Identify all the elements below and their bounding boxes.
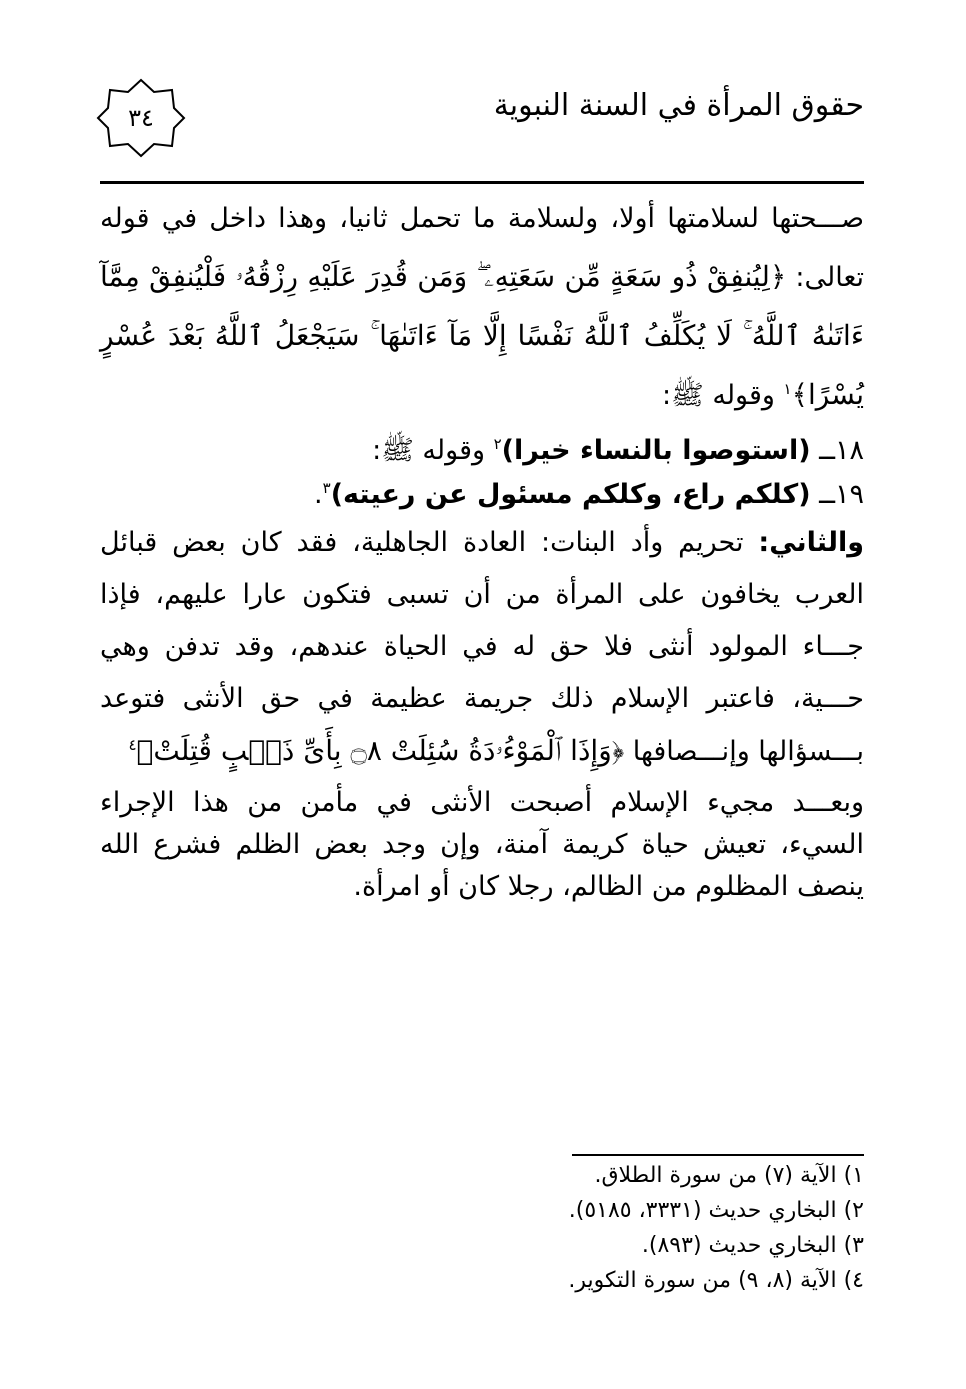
- hadith-19-text: (كلكم راع، وكلكم مسئول عن رعيته): [330, 479, 811, 510]
- intro-text: صـــحتها لسلامتها أولا، ولسلامة ما تحمل ثانيا، وهذا داخل في قوله تعالى:: [100, 203, 864, 293]
- footnote-3: [264, 1228, 864, 1263]
- footnote-mark: ٣): [843, 1233, 864, 1258]
- hadith-19-number: ١٩ــ: [810, 479, 864, 510]
- footnote-ref-2: ٢: [493, 435, 502, 453]
- paragraph-third: وبعـــد مجيء الإسلام أصبحت الأنثى في مأمن من هذا الإجراء السيء، تعيش حياة كريمة آمنة، وإن وجد بعض الظلم فشرع الله ينصف المظلوم من الظالم، رجلا كان أو امرأة.: [100, 787, 864, 902]
- hadith-19-tail: .: [314, 479, 323, 510]
- footnote-text: البخاري حديث (٣٣٣١، ٥١٨٥).: [568, 1198, 844, 1223]
- footnote-mark: ٤): [843, 1268, 864, 1293]
- page-number-badge: [96, 78, 186, 158]
- paragraph-intro: [100, 190, 864, 425]
- hadith-18-tail: وقوله ﷺ:: [372, 435, 494, 466]
- footnote-ref-1: ١: [783, 380, 792, 398]
- footnote-mark: ١): [843, 1163, 864, 1188]
- hadith-18-text: (استوصوا بالنساء خيرا): [501, 435, 811, 466]
- footnote-2: [264, 1193, 864, 1228]
- header-rule: [100, 181, 864, 184]
- hadith-18: [100, 429, 864, 473]
- main-text: [100, 190, 864, 908]
- footnote-rule: [572, 1154, 864, 1156]
- running-title: حقوق المرأة في السنة النبوية: [493, 88, 864, 123]
- page-number: ٣٤: [128, 104, 154, 132]
- hadith-19: [100, 473, 864, 517]
- footnote-text: البخاري حديث (٨٩٣).: [641, 1233, 844, 1258]
- second-text: تحريم وأد البنات: العادة الجاهلية، فقد كان بعض قبائل العرب يخافون على المرأة من أن تسبى فتكون عارا عليهم، فإذا جـــاء المولود أنثى فلا حق له في الحياة عندهم، وقد تدفن وهي حـــية، فاعتبر الإسلام ذلك جريمة عظيمة في حق الأنثى فتوعد بـــسؤالها وإنـــصافها: [100, 527, 864, 767]
- hadith-18-number: ١٨ــ: [810, 435, 864, 466]
- second-lead: والثاني:: [758, 527, 864, 558]
- quran-verse-takwir: ﴿وَإِذَا ٱلْمَوْءُۥدَةُ سُئِلَتْ ۝٨ بِأَىِّ ذَنۢبٍ قُتِلَتْ﴾: [136, 734, 625, 767]
- footnotes: [264, 1158, 864, 1298]
- footnote-ref-3: ٣: [322, 479, 331, 497]
- footnote-4: [264, 1263, 864, 1298]
- footnote-mark: ٢): [843, 1198, 864, 1223]
- footnote-text: الآية (٨، ٩) من سورة التكوير.: [568, 1268, 844, 1293]
- footnote-text: الآية (٧) من سورة الطلاق.: [594, 1163, 844, 1188]
- quran-verse-talaq: ﴿لِيُنفِقْ ذُو سَعَةٍ مِّن سَعَتِهِۦ ۖ وَمَن قُدِرَ عَلَيْهِ رِزْقُهُۥ فَلْيُنفِقْ مِمَّآ ءَاتَىٰهُ ٱللَّهُ ۚ لَا يُكَلِّفُ ٱللَّهُ نَفْسًا إِلَّا مَآ ءَاتَىٰهَا ۚ سَيَجْعَلُ ٱللَّهُ بَعْدَ عُسْرٍ يُسْرًا﴾: [100, 260, 864, 411]
- footnote-1: [264, 1158, 864, 1193]
- paragraph-second: [100, 517, 864, 778]
- intro-tail: وقوله ﷺ:: [662, 380, 784, 411]
- footnote-ref-4: ٤: [128, 736, 137, 754]
